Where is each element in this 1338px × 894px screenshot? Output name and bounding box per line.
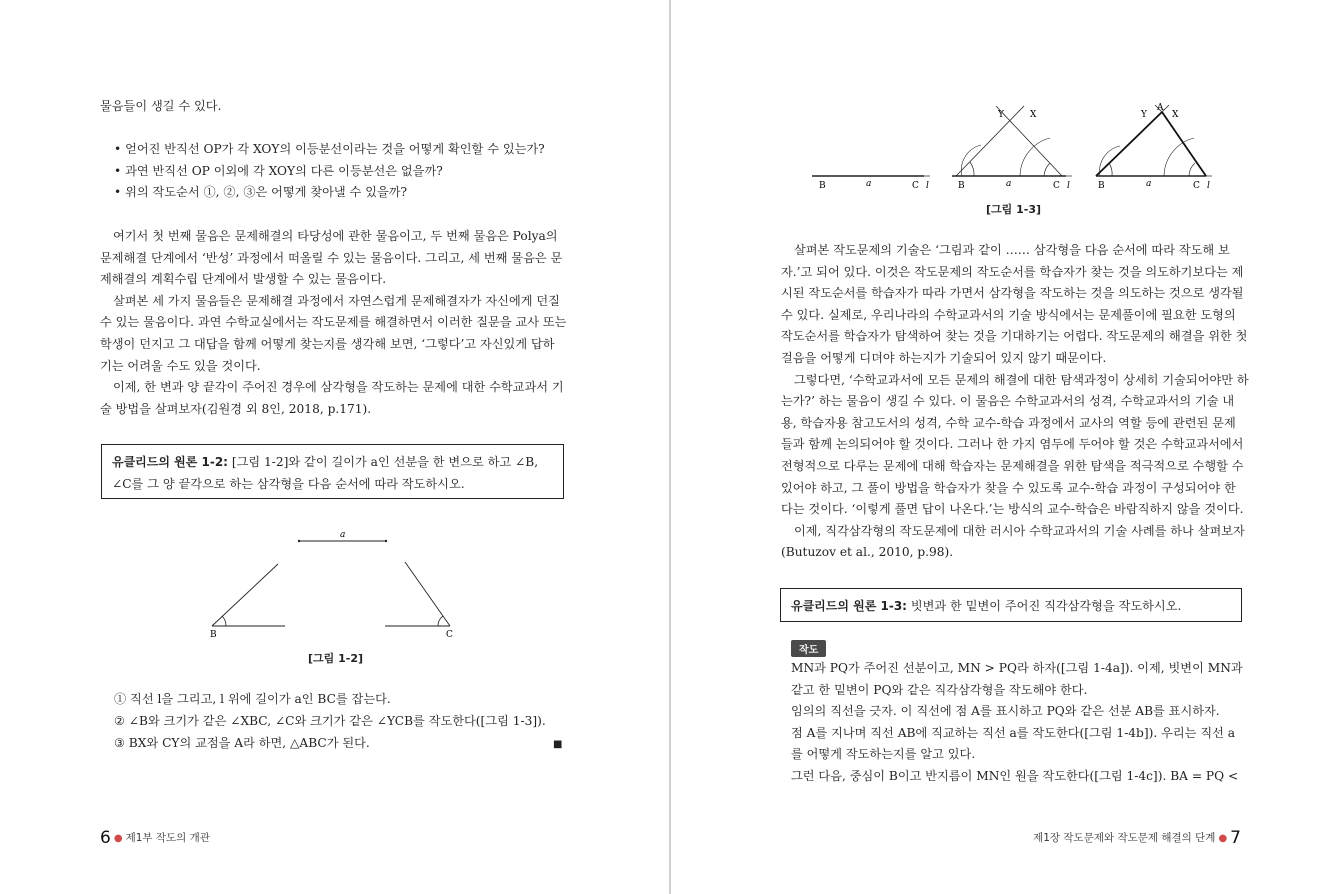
page-footer bbox=[100, 828, 210, 848]
text-line: 점 A를 지나며 직선 AB에 직교하는 직선 a를 작도한다([그림 1-4b]). 우리는 직선 a bbox=[791, 725, 1236, 740]
problem-text: 빗변과 한 밑변이 주어진 직각삼각형을 작도하시오. bbox=[906, 599, 1182, 613]
intro-line: 물음들이 생길 수 있다. bbox=[100, 99, 222, 113]
text-line: 를 어떻게 작도하는지를 알고 있다. bbox=[791, 747, 976, 762]
figure-1-3 bbox=[806, 100, 1216, 195]
text-line: 제해결의 계획수립 단계에서 발생할 수 있는 물음이다. bbox=[100, 272, 387, 287]
text-line: 같고 한 밑변이 PQ와 같은 직각삼각형을 작도해야 한다. bbox=[791, 682, 1088, 697]
text-line: 시된 작도순서를 학습자가 따라 가면서 삼각형을 작도하는 것을 의도하는 것으로 생각될 bbox=[781, 286, 1244, 301]
problem-box-1-3 bbox=[780, 588, 1242, 622]
construction-tag: 작도 bbox=[791, 640, 826, 657]
problem-box-1-2 bbox=[101, 444, 564, 499]
line-label-l: l bbox=[926, 181, 929, 191]
text-line: (Butuzov et al., 2010, p.98). bbox=[781, 545, 954, 560]
problem-line bbox=[112, 451, 553, 473]
point-label-y: Y bbox=[1141, 110, 1147, 120]
construction-steps bbox=[114, 689, 546, 754]
text-line: 는가?’ 하는 물음이 생길 수 있다. 이 물음은 수학교과서의 성격, 수학교과서의 기술 내 bbox=[781, 394, 1235, 409]
step-item: ① 직선 l을 그리고, l 위에 길이가 a인 BC를 잡는다. bbox=[114, 692, 391, 706]
point-label-b: B bbox=[819, 181, 826, 191]
construction-arc bbox=[1164, 138, 1194, 176]
arc-angle-c bbox=[438, 616, 443, 626]
intro-text bbox=[100, 96, 565, 118]
construction-arc bbox=[1189, 163, 1195, 176]
problem-line bbox=[791, 595, 1231, 617]
problem-text: [그림 1-2]와 같이 길이가 a인 선분을 한 변으로 하고 ∠B, bbox=[227, 455, 539, 469]
footer-section: 제1장 작도문제와 작도문제 해결의 단계 bbox=[1033, 832, 1216, 844]
arc-angle-b bbox=[222, 616, 226, 626]
point-label-b: B bbox=[958, 181, 965, 191]
segment-label-a: a bbox=[1146, 179, 1152, 189]
point-label-c: C bbox=[1193, 181, 1200, 191]
text-line: 이제, 직각삼각형의 작도문제에 대한 러시아 수학교과서의 기술 사례를 하나 살펴보자 bbox=[794, 523, 1245, 538]
text-line: 작도순서를 학습자가 탐색하여 찾는 것을 기대하기는 어렵다. 작도문제의 해결을 위한 첫 bbox=[781, 329, 1248, 344]
construction-arc bbox=[1044, 163, 1050, 176]
right-page bbox=[671, 0, 1338, 894]
solution-text bbox=[791, 658, 1243, 788]
point-label-a: A bbox=[1157, 103, 1164, 113]
step-item: ② ∠B와 크기가 같은 ∠XBC, ∠C와 크기가 같은 ∠YCB를 작도한다([그림 1-3]). bbox=[114, 713, 546, 728]
point-label-x: X bbox=[1030, 110, 1037, 120]
text-line: 다는 것이다. ‘이렇게 풀면 답이 나온다.’는 방식의 교수-학습은 바람직하지 않을 것이다. bbox=[781, 502, 1244, 517]
construction-arc bbox=[1100, 146, 1120, 176]
point-label-x: X bbox=[1172, 110, 1179, 120]
point-label-y: Y bbox=[998, 110, 1004, 120]
body-paragraph bbox=[100, 226, 565, 420]
segment-label-a: a bbox=[340, 530, 346, 540]
text-line: 살펴본 작도문제의 기술은 ‘그림과 같이 …… 삼각형을 다음 순서에 따라 작도해 보 bbox=[794, 243, 1230, 257]
point-label-c: C bbox=[912, 181, 919, 191]
text-line: 기는 어려울 수도 있을 것이다. bbox=[100, 358, 261, 373]
page-footer bbox=[1033, 828, 1241, 848]
segment-endpoint bbox=[385, 540, 387, 542]
text-line: 자.’고 되어 있다. 이것은 작도문제의 작도순서를 학습자가 찾는 것을 의도하기보다는 제 bbox=[781, 264, 1244, 279]
question-item: • 얻어진 반직선 OP가 각 XOY의 이등분선이라는 것을 어떻게 확인할 수 있는가? bbox=[114, 139, 545, 161]
figure-caption: [그림 1-3] bbox=[986, 203, 1042, 216]
text-line: 문제해결 단계에서 ‘반성’ 과정에서 떠올릴 수 있는 물음이다. 그리고, 세 번째 물음은 문 bbox=[100, 250, 563, 265]
text-line: 살펴본 세 가지 물음들은 문제해결 과정에서 자연스럽게 문제해결자가 자신에게 던질 bbox=[113, 293, 560, 308]
page-number: 7 bbox=[1230, 828, 1241, 848]
segment-endpoint bbox=[298, 540, 300, 542]
text-line: 걸음을 어떻게 디뎌야 하는지가 기술되어 있지 않기 때문이다. bbox=[781, 350, 1107, 365]
text-line: 수 있다. 실제로, 우리나라의 수학교과서의 기술 방식에서는 문제풀이에 필요한 도형의 bbox=[781, 307, 1236, 322]
text-line: 학생이 던지고 그 대답을 함께 어떻게 찾는지를 생각해 보면, ‘그렇다’고 자신있게 답하 bbox=[100, 336, 555, 351]
text-line: 이제, 한 변과 양 끝각이 주어진 경우에 삼각형을 작도하는 문제에 대한 수학교과서 기 bbox=[113, 380, 564, 395]
text-line: 수 있는 물음이다. 과연 수학교실에서는 작도문제를 해결하면서 이러한 질문을 교사 또는 bbox=[100, 315, 567, 330]
text-line: 그렇다면, ‘수학교과서에 모든 문제의 해결에 대한 탐색과정이 상세히 기술되어야만 하 bbox=[794, 372, 1249, 387]
construction-arc bbox=[1109, 163, 1112, 176]
text-line: 여기서 첫 번째 물음은 문제해결의 타당성에 관한 물음이고, 두 번째 물음은 Polya의 bbox=[113, 229, 558, 243]
footer-section: 제1부 작도의 개관 bbox=[125, 832, 210, 844]
line-label-l: l bbox=[1207, 181, 1210, 191]
step-item: ③ BX와 CY의 교점을 A라 하면, △ABC가 된다. bbox=[114, 735, 370, 750]
body-paragraph bbox=[781, 240, 1249, 564]
line-label-l: l bbox=[1067, 181, 1070, 191]
figure-1-2 bbox=[200, 522, 470, 642]
text-line: 술 방법을 살펴보자(김원경 외 8인, 2018, p.171). bbox=[100, 401, 372, 416]
ray-cy bbox=[996, 106, 1062, 176]
text-line: 있어야 하고, 그 풀이 방법을 학습자가 찾을 수 있도록 교수-학습 과정이 구성되어야 한 bbox=[781, 480, 1236, 495]
text-line: 들과 함께 논의되어야 할 것이다. 그러나 한 가지 염두에 두어야 할 것은 수학교과서에서 bbox=[781, 437, 1244, 452]
point-label-b: B bbox=[210, 630, 217, 640]
text-line: 용, 학습자용 참고도서의 성격, 수학 교수-학습 과정에서 교사의 역할 등에 관련된 문제 bbox=[781, 415, 1236, 430]
footer-bullet-icon: ● bbox=[113, 833, 123, 844]
problem-text: ∠C를 그 양 끝각으로 하는 삼각형을 다음 순서에 따라 작도하시오. bbox=[112, 477, 465, 491]
text-line: MN과 PQ가 주어진 선분이고, MN > PQ라 하자([그림 1-4a]). 이제, 빗변이 MN과 bbox=[791, 661, 1243, 675]
question-item: • 위의 작도순서 ①, ②, ③은 어떻게 찾아낼 수 있을까? bbox=[114, 182, 545, 204]
end-of-proof-mark: ■ bbox=[553, 739, 563, 750]
side-ba bbox=[1096, 112, 1162, 176]
page-number: 6 bbox=[100, 828, 111, 848]
point-label-c: C bbox=[1053, 181, 1060, 191]
figure-caption: [그림 1-2] bbox=[308, 652, 364, 665]
point-label-c: C bbox=[446, 630, 453, 640]
text-line: 전형적으로 다루는 문제에 대해 학습자는 문제해결을 위한 탐색을 적극적으로 수행할 수 bbox=[781, 458, 1244, 473]
ray-angle-c bbox=[405, 562, 450, 626]
question-item: • 과연 반직선 OP 이외에 각 XOY의 다른 이등분선은 없을까? bbox=[114, 161, 545, 183]
text-line: 그런 다음, 중심이 B이고 반지름이 MN인 원을 작도한다([그림 1-4c]). BA = PQ < bbox=[791, 768, 1239, 783]
problem-title: 유클리드의 원론 1-2: bbox=[112, 455, 228, 469]
segment-label-a: a bbox=[866, 179, 872, 189]
side-ca bbox=[1162, 112, 1206, 176]
text-line: 임의의 직선을 긋자. 이 직선에 점 A를 표시하고 PQ와 같은 선분 AB를 표시하자. bbox=[791, 704, 1220, 719]
problem-title: 유클리드의 원론 1-3: bbox=[791, 599, 907, 613]
segment-label-a: a bbox=[1006, 179, 1012, 189]
question-list bbox=[114, 139, 545, 204]
footer-bullet-icon: ● bbox=[1218, 833, 1228, 844]
ray-bx bbox=[956, 106, 1024, 176]
construction-arc bbox=[970, 162, 974, 176]
point-label-b: B bbox=[1098, 181, 1105, 191]
ray-angle-b bbox=[212, 564, 278, 626]
